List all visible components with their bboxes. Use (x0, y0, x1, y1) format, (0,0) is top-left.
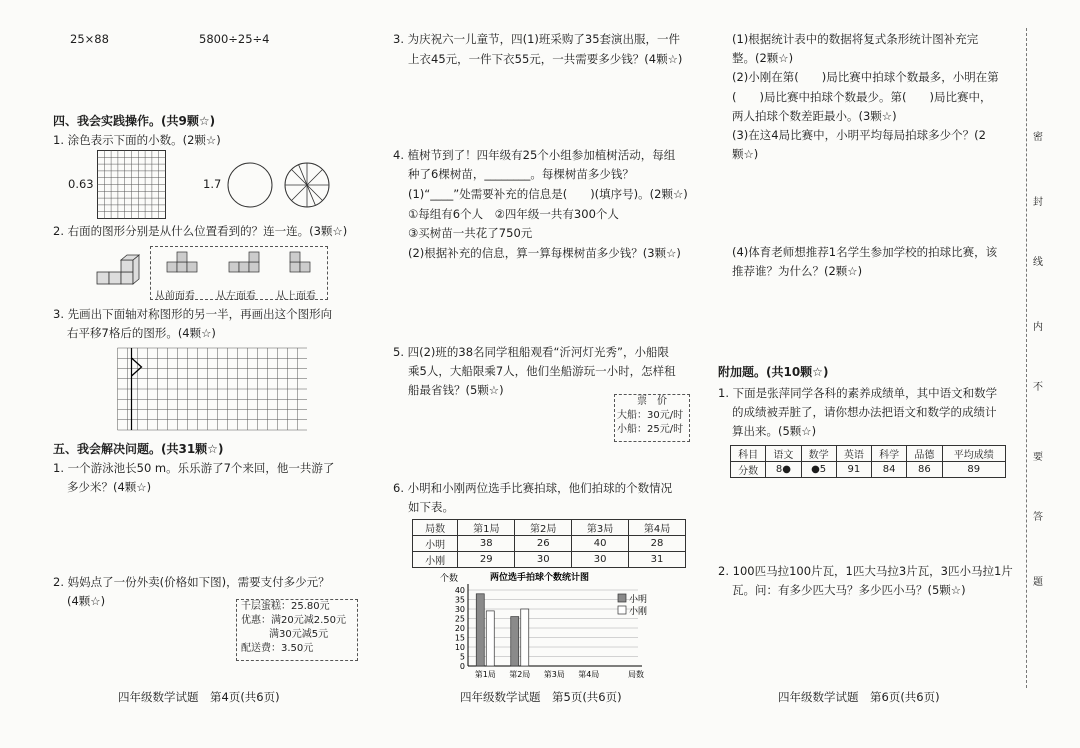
question-3-line1: 3. 为庆祝六一儿童节，四(1)班采购了35套演出服，一件 (393, 32, 681, 46)
table-cell: 30 (515, 552, 572, 568)
question-4-line2: 种了6棵树苗，________。每棵树苗多少钱？ (408, 167, 634, 181)
divided-circle (284, 162, 330, 208)
section-5-title: 五、我会解决问题。(共31颗☆) (53, 442, 224, 456)
x-tick-label: 第1局 (474, 670, 496, 679)
subq-2-line3: 两人拍球个数差距最小。(3颗☆) (732, 109, 897, 123)
question-5-line1: 5. 四(2)班的38名同学租船观看“沂河灯光秀”，小船限 (393, 345, 669, 359)
view-label-left: 从左面看 (216, 291, 256, 302)
calc-expr-1: 25×88 (70, 32, 109, 46)
drawing-grid (117, 347, 307, 431)
bar-小刚 (521, 609, 529, 666)
price-big-boat: 大船：30元/时 (617, 410, 684, 421)
question-4-line1: 4. 植树节到了！四年级有25个小组参加植树活动，每组 (393, 148, 676, 162)
receipt-line-2: 优惠：满20元减2.50元 (241, 615, 346, 626)
table-header-cell: 第2局 (515, 520, 572, 536)
view-shape-front (165, 250, 201, 274)
y-tick-label: 20 (454, 624, 465, 633)
question-4-3-line1: 3. 先画出下面轴对称图形的另一半，再画出这个图形向 (53, 307, 333, 321)
page-4 (0, 0, 360, 748)
table-cell: 30 (572, 552, 629, 568)
y-tick-label: 15 (454, 633, 465, 643)
question-4-line5: ③买树苗一共花了750元 (408, 226, 533, 240)
legend-label: 小明 (629, 595, 648, 605)
table-header-row (731, 446, 1006, 462)
table-cell: 小明 (413, 536, 458, 552)
subq-4-line1: (4)体育老师想推荐1名学生参加学校的拍球比赛，该 (732, 245, 998, 259)
table-header-row (413, 520, 686, 536)
question-5-line2: 乘5人，大船限乘7人，他们坐船游玩一小时，怎样租 (408, 364, 676, 378)
hundred-grid (97, 150, 166, 219)
subq-3-line1: (3)在这4局比赛中，小明平均每局拍球多少个？(2 (732, 128, 986, 142)
seal-char: 线 (1033, 257, 1043, 268)
table-cell: 小刚 (413, 552, 458, 568)
view-shape-top (288, 250, 318, 274)
subq-3-line2: 颗☆) (732, 147, 759, 161)
view-shape-left (227, 250, 263, 274)
bar-小明 (476, 594, 484, 666)
page-5 (360, 0, 720, 748)
question-5-2-line2: (4颗☆) (67, 594, 106, 608)
bonus-1-line1: 1. 下面是张萍同学各科的素养成绩单，其中语文和数学 (718, 386, 998, 400)
table-cell: 26 (515, 536, 572, 552)
empty-circle (227, 162, 273, 208)
subq-4-line2: 推荐谁？为什么？(2颗☆) (732, 264, 863, 278)
decimal-label-063: 0.63 (68, 177, 94, 191)
seal-char: 要 (1033, 452, 1043, 463)
bar-小刚 (486, 611, 494, 666)
receipt-line-3: 满30元减5元 (269, 629, 329, 640)
x-tick-label: 第4局 (578, 670, 600, 679)
table-cell: 38 (458, 536, 515, 552)
price-box (614, 394, 690, 442)
table-cell: 84 (872, 462, 907, 478)
question-5-line3: 船最省钱？(5颗☆) (408, 383, 504, 397)
table-header-cell: 数学 (801, 446, 836, 462)
table-cell: 29 (458, 552, 515, 568)
question-4-3-line2: 右平移7格后的图形。(4颗☆) (67, 326, 216, 340)
bar-小明 (511, 617, 519, 666)
question-4-1: 1. 涂色表示下面的小数。(2颗☆) (53, 133, 221, 147)
y-tick-label: 35 (454, 595, 465, 605)
question-4-line4: ①每组有6个人 ②四年级一共有300个人 (408, 207, 619, 221)
page-6 (720, 0, 1026, 748)
question-4-line3: (1)“____”处需要补充的信息是( )(填序号)。(2颗☆) (408, 187, 688, 201)
x-axis-label: 局数 (628, 670, 644, 679)
cube-stack-figure (95, 252, 145, 292)
page-6-footer: 四年级数学试题 第6页(共6页) (778, 690, 940, 704)
question-5-1-line1: 1. 一个游泳池长50 m。乐乐游了7个来回，他一共游了 (53, 461, 335, 475)
question-4-line6: (2)根据补充的信息，算一算每棵树苗多少钱？(3颗☆) (408, 246, 681, 260)
table-header-cell: 科目 (731, 446, 766, 462)
seal-char: 封 (1033, 197, 1043, 208)
bonus-2-line1: 2. 100匹马拉100片瓦，1匹大马拉3片瓦，3匹小马拉1片 (718, 564, 1013, 578)
chart-title: 两位选手拍球个数统计图 (490, 573, 590, 583)
table-header-cell: 语文 (766, 446, 801, 462)
section-4-title: 四、我会实践操作。(共9颗☆) (53, 114, 216, 128)
seal-char: 内 (1033, 322, 1043, 333)
y-axis-label: 个数 (440, 574, 459, 584)
table-row (413, 552, 686, 568)
seal-char: 题 (1033, 577, 1043, 588)
page-5-footer: 四年级数学试题 第5页(共6页) (460, 690, 622, 704)
x-tick-label: 第2局 (509, 670, 531, 679)
y-tick-label: 5 (459, 652, 465, 662)
subq-2-line2: ( )局比赛中拍球个数最少。第( )局比赛中， (732, 90, 992, 104)
table-cell: ●5 (801, 462, 836, 478)
x-tick-label: 第3局 (543, 670, 565, 679)
question-5-1-line2: 多少米？(4颗☆) (67, 480, 152, 494)
table-header-cell: 平均成绩 (942, 446, 1006, 462)
question-6-line1: 6. 小明和小刚两位选手比赛拍球，他们拍球的个数情况 (393, 481, 673, 495)
table-header-cell: 第3局 (572, 520, 629, 536)
bonus-1-line2: 的成绩被弄脏了，请你想办法把语文和数学的成绩计 (732, 405, 997, 419)
subject-score-table (730, 445, 1006, 478)
bonus-1-line3: 算出来。(5颗☆) (732, 424, 817, 438)
receipt-box (236, 599, 358, 661)
decimal-label-17: 1.7 (203, 177, 222, 191)
receipt-line-4: 配送费：3.50元 (241, 643, 314, 654)
receipt-line-1: 千层蛋糕：25.80元 (241, 601, 330, 612)
table-header-cell: 第1局 (458, 520, 515, 536)
table-header-cell: 第4局 (629, 520, 686, 536)
legend-swatch (618, 606, 626, 614)
legend-swatch (618, 594, 626, 602)
view-label-front: 从前面看 (155, 291, 195, 302)
table-cell: 分数 (731, 462, 766, 478)
table-cell: 8● (766, 462, 801, 478)
question-6-line2: 如下表。 (408, 500, 454, 514)
calc-expr-2: 5800÷25÷4 (199, 32, 270, 46)
table-cell: 91 (836, 462, 871, 478)
y-tick-label: 40 (454, 586, 465, 595)
table-header-cell: 品德 (907, 446, 942, 462)
bonus-title: 附加题。(共10颗☆) (718, 365, 829, 379)
question-3-line2: 上衣45元，一件下衣55元，一共需要多少钱？(4颗☆) (408, 52, 683, 66)
table-header-cell: 局数 (413, 520, 458, 536)
table-cell: 40 (572, 536, 629, 552)
binding-margin (1026, 28, 1041, 688)
subq-2-line1: (2)小刚在第( )局比赛中拍球个数最多，小明在第 (732, 70, 999, 84)
table-row (413, 536, 686, 552)
page-4-footer: 四年级数学试题 第4页(共6页) (118, 690, 280, 704)
question-4-2: 2. 右面的图形分别是从什么位置看到的？连一连。(3颗☆) (53, 224, 348, 238)
table-cell: 28 (629, 536, 686, 552)
table-row (731, 462, 1006, 478)
score-count-table (412, 519, 686, 568)
table-header-cell: 英语 (836, 446, 871, 462)
bar-chart (438, 570, 678, 682)
seal-char: 答 (1033, 512, 1043, 523)
table-cell: 31 (629, 552, 686, 568)
y-tick-label: 30 (454, 605, 465, 614)
seal-char: 不 (1033, 382, 1043, 393)
y-tick-label: 10 (454, 643, 465, 652)
legend-label: 小刚 (629, 607, 648, 617)
table-header-cell: 科学 (872, 446, 907, 462)
question-5-2-line1: 2. 妈妈点了一份外卖(价格如下图)，需要支付多少元？ (53, 575, 330, 589)
subq-1-line2: 整。(2颗☆) (732, 51, 794, 65)
subq-1-line1: (1)根据统计表中的数据将复式条形统计图补充完 (732, 32, 979, 46)
table-cell: 89 (942, 462, 1006, 478)
price-small-boat: 小船：25元/时 (617, 424, 684, 435)
table-cell: 86 (907, 462, 942, 478)
view-label-top: 从上面看 (276, 291, 316, 302)
y-tick-label: 25 (454, 614, 465, 624)
seal-char: 密 (1033, 132, 1043, 143)
bonus-2-line2: 瓦。问：有多少匹大马？多少匹小马？(5颗☆) (732, 583, 966, 597)
price-title: 票 价 (637, 396, 667, 407)
y-tick-label: 0 (459, 662, 465, 671)
